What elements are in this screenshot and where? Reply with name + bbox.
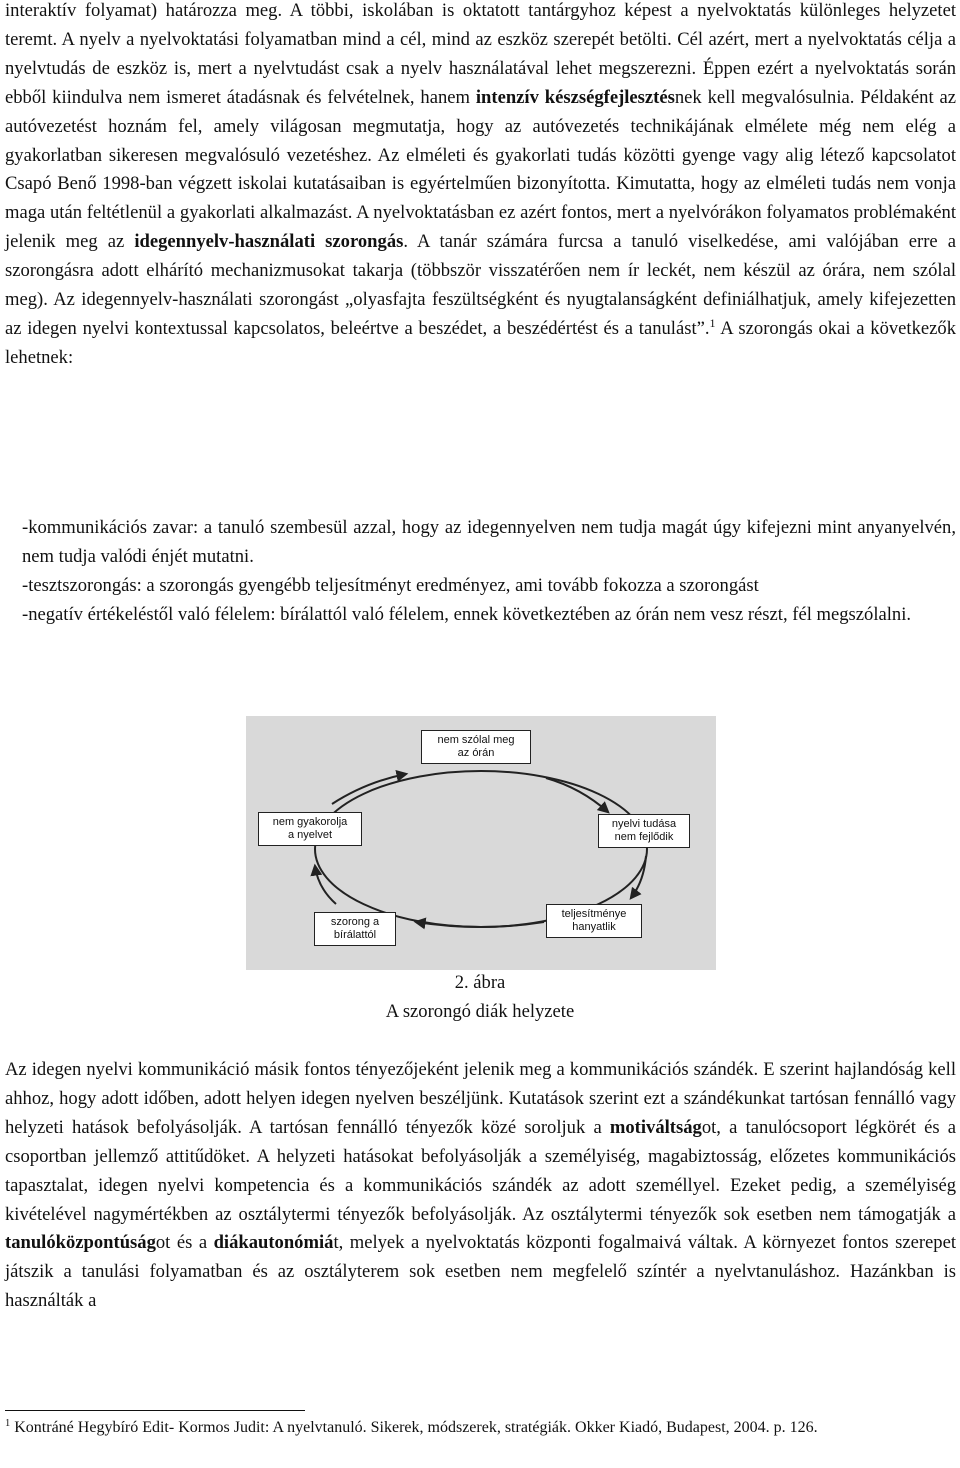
list-item: -tesztszorongás: a szorongás gyengébb teljesítményt eredményez, ami tovább fokozza a szorongást [22,574,759,596]
bold-term: diákautonómiá [213,1232,334,1254]
figure-number: 2. ábra [454,972,506,993]
causes-list [22,514,956,630]
footnote [5,1416,956,1440]
figure-title: A szorongó diák helyzete [385,1001,575,1022]
footnote-reference: 1 [709,315,716,330]
footnote-separator [5,1410,305,1411]
footnote-text: Kontráné Hegybíró Edit- Kormos Judit: A nyelvtanuló. Sikerek, módszerek, stratégiák. Okker Kiadó, Budapest, 2004. p. 126. [10,1419,818,1436]
anxiety-cycle-diagram [246,716,716,970]
bold-term: intenzív készségfejlesztés [475,86,675,108]
bold-term: idegennyelv-használati szorongás [134,231,404,253]
list-item: -negatív értékeléstől való félelem: bírálattól való félelem, ennek következtében az órán nem vesz részt, fél megszólalni. [22,603,912,625]
node-teljesitmenye: teljesítménye hanyatlik [546,904,642,938]
bold-term: motiváltság [609,1116,702,1138]
node-szorong: szorong a bírálattól [314,912,396,946]
bold-term: tanulóközpontúság [5,1232,156,1254]
node-nyelvi-tudasa: nyelvi tudása nem fejlődik [598,814,690,848]
paragraph-text: Az idegen nyelvi kommunikáció másik fontos tényezőjeként jelenik meg a kommunikációs szándék. E szerint hajlandóság kell ahhoz, hogy adott időben, adott helyen idegen nyelven beszéljünk. Kutatások szerint ezt a szándékunkat tartósan fennálló vagy helyzeti hatások befolyásolják. A tartósan fennálló tényezők közé soroljuk a motiváltságot, a tanulócsoport légkörét és a csoportban jellemző attitűdöket. A helyzeti hatásokat befolyásolják a személyiség, magabiztosság, előzetes kommunikációs tapasztalat, idegen nyelvi kompetencia és a kommunikációs szándék az adott személlyel. Ezeket pedig, a személyiség kivételével nagymértékben az osztálytermi tényezők befolyásolják. Az osztálytermi tényezők sok esetben nem támogatják a tanulóközpontúságot és a diákautonómiát, melyek a nyelvoktatás központi fogalmaivá váltak. A környezet fontos szerepet játszik a tanulási folyamatban és az osztályterem sok esetben nem megfelelő színtér a nyelvtanuláshoz. Hazánkban is használták a [5,1059,956,1312]
node-nem-gyakorolja: nem gyakorolja a nyelvet [258,812,362,846]
body-paragraph-2 [5,1056,956,1316]
footnote-number: 1 [5,1418,11,1429]
paragraph-text: interaktív folyamat) határozza meg. A többi, iskolában is oktatott tantárgyhoz képest a nyelvoktatás különleges helyzetet teremt. A nyelv a nyelvoktatási folyamatban mind a cél, mind az eszköz szerepét betölti. Cél azért, mert a nyelvoktatás célja a nyelvtudás de eszköz is, mert a nyelvtudást csak a nyelv használatával lehet megszerezni. Éppen ezért a nyelvoktatás során ebből kiindulva nem ismeret átadásnak és felvételnek, hanem intenzív készségfejlesztésnek kell megvalósulnia. Példaként az autóvezetést hoznám fel, amely világosan megmutatja, hogy az autóvezetés technikájának elmélete még nem elég a gyakorlatban sikeresen megvalósuló vezetéshez. Az elméleti és gyakorlati tudás közötti gyenge vagy alig létező kapcsolatot Csapó Benő 1998-ban végzett iskolai kutatásaiban is egyértelműen bizonyította. Kimutatta, hogy az elméleti tudás nem vonja maga után feltétlenül a gyakorlati alkalmazást. A nyelvoktatásban ez azért fontos, mert a nyelvórákon folyamatos problémaként jelenik meg az idegennyelv-használati szorongás. A tanár számára furcsa a tanuló viselkedése, ami valójában erre a szorongásra adott elhárító mechanizmusokat takarja (többször visszatérően nem ír leckét, nem készül az órára, nem szólal meg). Az idegennyelv-használati szorongást „olyasfajta feszültségként és nyugtalanságként definiálhatjuk, amely kifejezetten az idegen nyelvi kontextussal kapcsolatos, beleértve a beszédet, a beszédértést és a tanulást”.$^1$ A szorongás okai a következők lehetnek: [5,0,957,368]
list-item: -kommunikációs zavar: a tanuló szembesül azzal, hogy az idegennyelven nem tudja magát úgy kifejezni mint anyanyelvén, nem tudja valódi énjét mutatni. [22,517,956,567]
node-nem-szolal-meg: nem szólal meg az órán [421,730,531,764]
body-paragraph-1 [5,0,956,373]
